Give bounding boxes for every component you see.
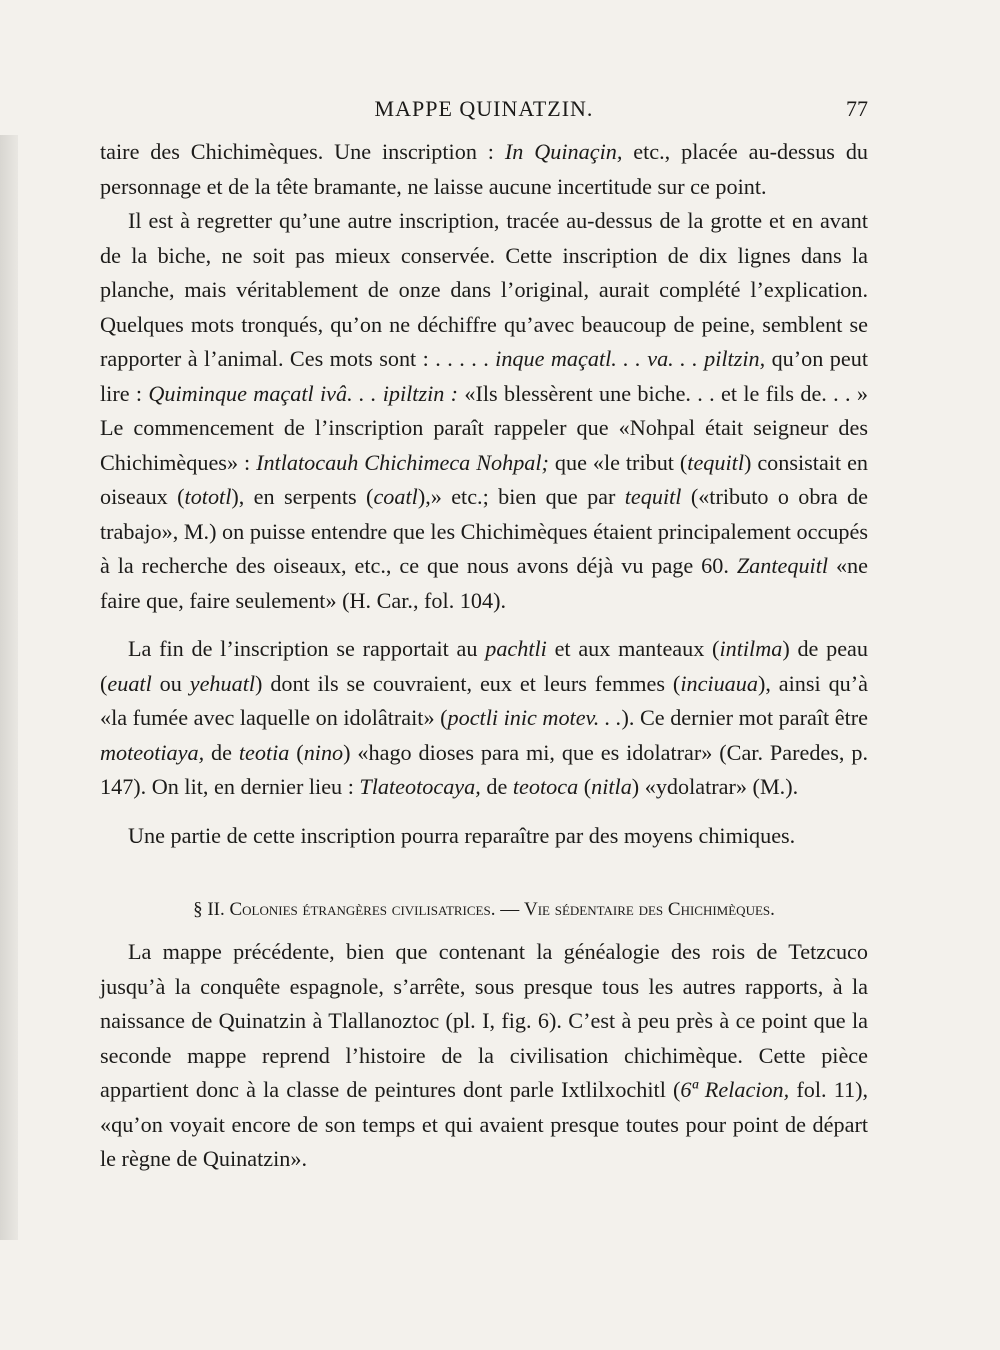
italic-text: nino bbox=[303, 739, 344, 765]
italic-text: poctli inic motev. . . bbox=[447, 705, 622, 730]
running-head: MAPPE QUINATZIN. bbox=[374, 96, 594, 121]
text-run: ) consistait en oiseaux ( bbox=[100, 449, 869, 509]
italic-text: Tlateotocaya, bbox=[359, 774, 481, 799]
text-run: de bbox=[204, 739, 239, 765]
text-run: ),» etc.; bien que par bbox=[417, 484, 625, 509]
italic-text: teotoca bbox=[512, 774, 579, 799]
italic-text: pachtli bbox=[485, 636, 547, 661]
section-title-part2: Vie sédentaire des Chichimèques. bbox=[523, 899, 775, 920]
text-run: taire des Chichimèques. Une inscription : bbox=[100, 139, 505, 164]
text-run: fol. 11), «qu’on voyait encore de son temps et qui avaient presque toutes pour point de départ le règne de Quinatzin». bbox=[100, 1077, 869, 1171]
italic-text: coatl bbox=[373, 484, 418, 509]
section-number: § II. bbox=[193, 899, 225, 920]
page-header bbox=[100, 96, 868, 130]
text-run: ) «hago dioses para mi, que es idolatrar» (Car. Paredes, p. 147). On lit, en dernier lieu : bbox=[100, 739, 868, 799]
text-run: ( bbox=[578, 774, 592, 799]
text-run: Il est à regretter qu’une autre inscription, tracée au-dessus de la grotte et en avant de la biche, ne soit pas mieux conservée. Cette inscription de dix lignes dans la planche, mais véritablement de onze dans l’original, aurait complété l’explication. Quelques mots tronqués, qu’on ne déchiffre qu’avec beaucoup de peine, semblent se rapporter à l’animal. Ces mots sont : . . . . . bbox=[100, 208, 868, 371]
paragraph bbox=[100, 204, 868, 618]
page-edge-shadow bbox=[0, 135, 18, 1240]
paragraph bbox=[100, 135, 868, 204]
text-run: et aux manteaux ( bbox=[546, 636, 720, 661]
text-run: ou bbox=[151, 670, 190, 696]
text-run: La mappe précédente, bien que contenant la généalogie des rois de Tetzcuco jusqu’à la conquête espagnole, s’arrête, sous presque tous les autres rapports, à la naissance de Quinatzin à Tlallanoztoc (pl. I, fig. 6). C’est à peu près à ce point que la seconde mappe reprend l’histoire de la civilisation chichimèque. Cette pièce appartient donc à la classe de peintures dont parle Ixtlilxochitl ( bbox=[100, 939, 868, 1102]
italic-text: Intlatocauh Chichimeca Nohpal; bbox=[256, 449, 549, 475]
text-run: qu’on peut lire : bbox=[100, 346, 868, 406]
text-run: ). Ce dernier mot paraît être bbox=[621, 705, 868, 730]
section-title-part1: Colonies étrangères civilisatrices. bbox=[229, 899, 496, 920]
italic-text: tequitl bbox=[624, 484, 682, 509]
italic-text: moteotiaya, bbox=[100, 739, 205, 765]
body-text bbox=[100, 135, 868, 1177]
text-run: ) dont ils se couvraient, eux et leurs femmes ( bbox=[255, 670, 681, 696]
paragraph bbox=[100, 632, 868, 805]
section-dash: — bbox=[495, 899, 524, 920]
italic-text: yehuatl bbox=[189, 670, 256, 696]
italic-text: 6ª Relacion, bbox=[680, 1077, 790, 1102]
text-run: etc., placée au-dessus du personnage et de la tête bramante, ne laisse aucune incertitude sur ce point. bbox=[100, 139, 869, 199]
italic-text: tequitl bbox=[687, 449, 744, 475]
text-run: ) «ydolatrar» (M.). bbox=[631, 774, 799, 799]
paragraph bbox=[100, 819, 868, 854]
italic-text: teotia bbox=[238, 739, 290, 765]
page-number: 77 bbox=[846, 96, 868, 121]
italic-text: In Quinaçin, bbox=[504, 139, 623, 164]
italic-text: inciuaua bbox=[680, 670, 758, 696]
italic-text: intilma bbox=[719, 636, 783, 661]
italic-text: nitla bbox=[591, 774, 632, 799]
text-run: ), ainsi qu’à «la fumée avec laquelle on idolâtrait» ( bbox=[100, 670, 869, 730]
italic-text: Quiminque maçatl ivâ. . . ipiltzin : bbox=[148, 380, 459, 406]
text-run: La fin de l’inscription se rapportait au bbox=[128, 636, 486, 661]
section-heading bbox=[100, 895, 868, 925]
italic-text: tototl bbox=[184, 484, 232, 509]
text-run: que «le tribut ( bbox=[548, 449, 688, 475]
italic-text: euatl bbox=[107, 670, 152, 696]
text-run: «Ils blessèrent une biche. . . et le fils de. . . » Le commencement de l’inscription paraît rappeler que «Nohpal était seigneur des Chichimèques» : bbox=[100, 380, 868, 475]
closing-paragraph bbox=[100, 935, 868, 1177]
italic-text: Zantequitl bbox=[736, 553, 829, 578]
text-run: ( bbox=[289, 739, 304, 765]
italic-text: inque maçatl. . . va. . . piltzin, bbox=[495, 346, 766, 371]
text-run: («tributo o obra de trabajo», M.) on puisse entendre que les Chichimèques étaient principalement occupés à la recherche des oiseaux, etc., ce que nous avons déjà vu page 60. bbox=[100, 484, 868, 578]
text-run: Une partie de cette inscription pourra reparaître par des moyens chimiques. bbox=[128, 822, 796, 848]
text-run: «ne faire que, faire seulement» (H. Car., fol. 104). bbox=[100, 553, 868, 613]
text-run: de bbox=[480, 774, 513, 799]
text-run: ) de peau ( bbox=[100, 636, 868, 696]
text-run: ), en serpents ( bbox=[231, 484, 374, 509]
